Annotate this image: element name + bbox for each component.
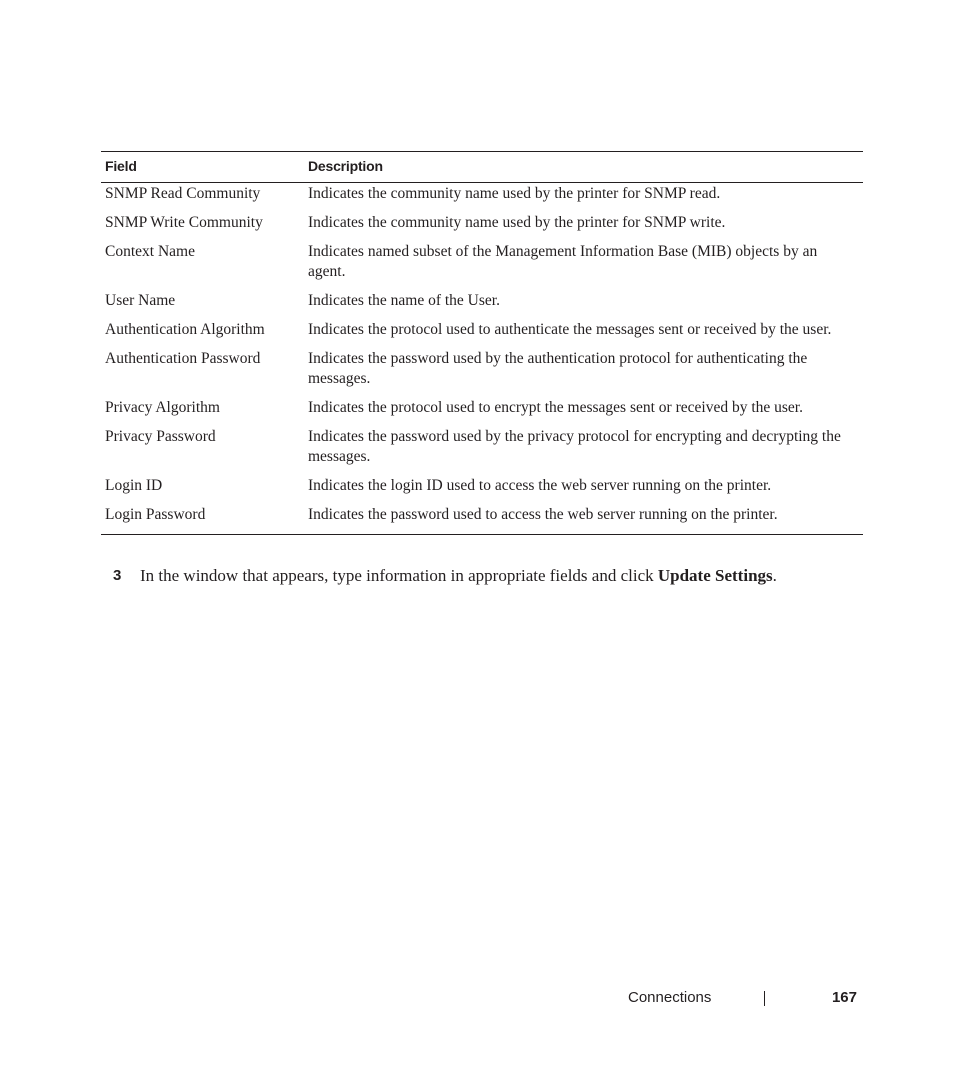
description-cell: Indicates the protocol used to encrypt the messages sent or received by the user. xyxy=(308,399,803,416)
field-name-cell: Login Password xyxy=(101,505,304,535)
step-text-before: In the window that appears, type information in appropriate fields and click xyxy=(140,566,658,585)
table-row xyxy=(101,476,863,505)
field-name-cell: SNMP Write Community xyxy=(105,214,263,231)
description-cell: Indicates the name of the User. xyxy=(308,292,500,309)
step-number: 3 xyxy=(113,567,122,584)
field-name-cell: Authentication Password xyxy=(105,350,261,367)
footer-separator xyxy=(764,991,765,1006)
step-text xyxy=(140,565,777,587)
column-header-field: Field xyxy=(101,152,304,183)
column-header-description: Description xyxy=(304,152,863,183)
table-header-row xyxy=(101,152,863,183)
table-row xyxy=(101,242,863,291)
table-row xyxy=(101,183,863,214)
update-settings-label: Update Settings xyxy=(657,566,773,585)
table-row xyxy=(101,213,863,242)
description-cell: Indicates named subset of the Management Information Base (MIB) objects by an agent. xyxy=(308,243,818,280)
table-row xyxy=(101,505,863,535)
description-cell: Indicates the password used by the privacy protocol for encrypting and decrypting the messages. xyxy=(308,428,841,465)
field-name-cell: Privacy Algorithm xyxy=(105,399,220,416)
step-text-after: . xyxy=(772,566,777,585)
table-row xyxy=(101,398,863,427)
field-description-table-wrapper xyxy=(101,151,863,535)
table-row xyxy=(101,320,863,349)
field-name-cell: Privacy Password xyxy=(105,428,216,445)
description-cell: Indicates the protocol used to authenticate the messages sent or received by the user. xyxy=(308,321,832,338)
description-cell: Indicates the community name used by the printer for SNMP read. xyxy=(308,185,721,202)
description-cell: Indicates the password used by the authentication protocol for authenticating the messages. xyxy=(308,350,808,387)
field-name-cell: SNMP Read Community xyxy=(105,185,261,202)
table-row xyxy=(101,291,863,320)
table-row xyxy=(101,427,863,476)
footer-page-number: 167 xyxy=(831,989,857,1006)
field-name-cell: Context Name xyxy=(105,243,195,260)
description-cell: Indicates the password used to access the web server running on the printer. xyxy=(304,505,863,535)
footer-section-name: Connections xyxy=(628,989,712,1006)
table-row xyxy=(101,349,863,398)
description-cell: Indicates the community name used by the printer for SNMP write. xyxy=(308,214,726,231)
field-name-cell: Authentication Algorithm xyxy=(105,321,265,338)
field-description-table xyxy=(101,151,863,535)
description-cell: Indicates the login ID used to access the web server running on the printer. xyxy=(308,477,772,494)
field-name-cell: User Name xyxy=(105,292,176,309)
field-name-cell: Login ID xyxy=(105,477,163,494)
